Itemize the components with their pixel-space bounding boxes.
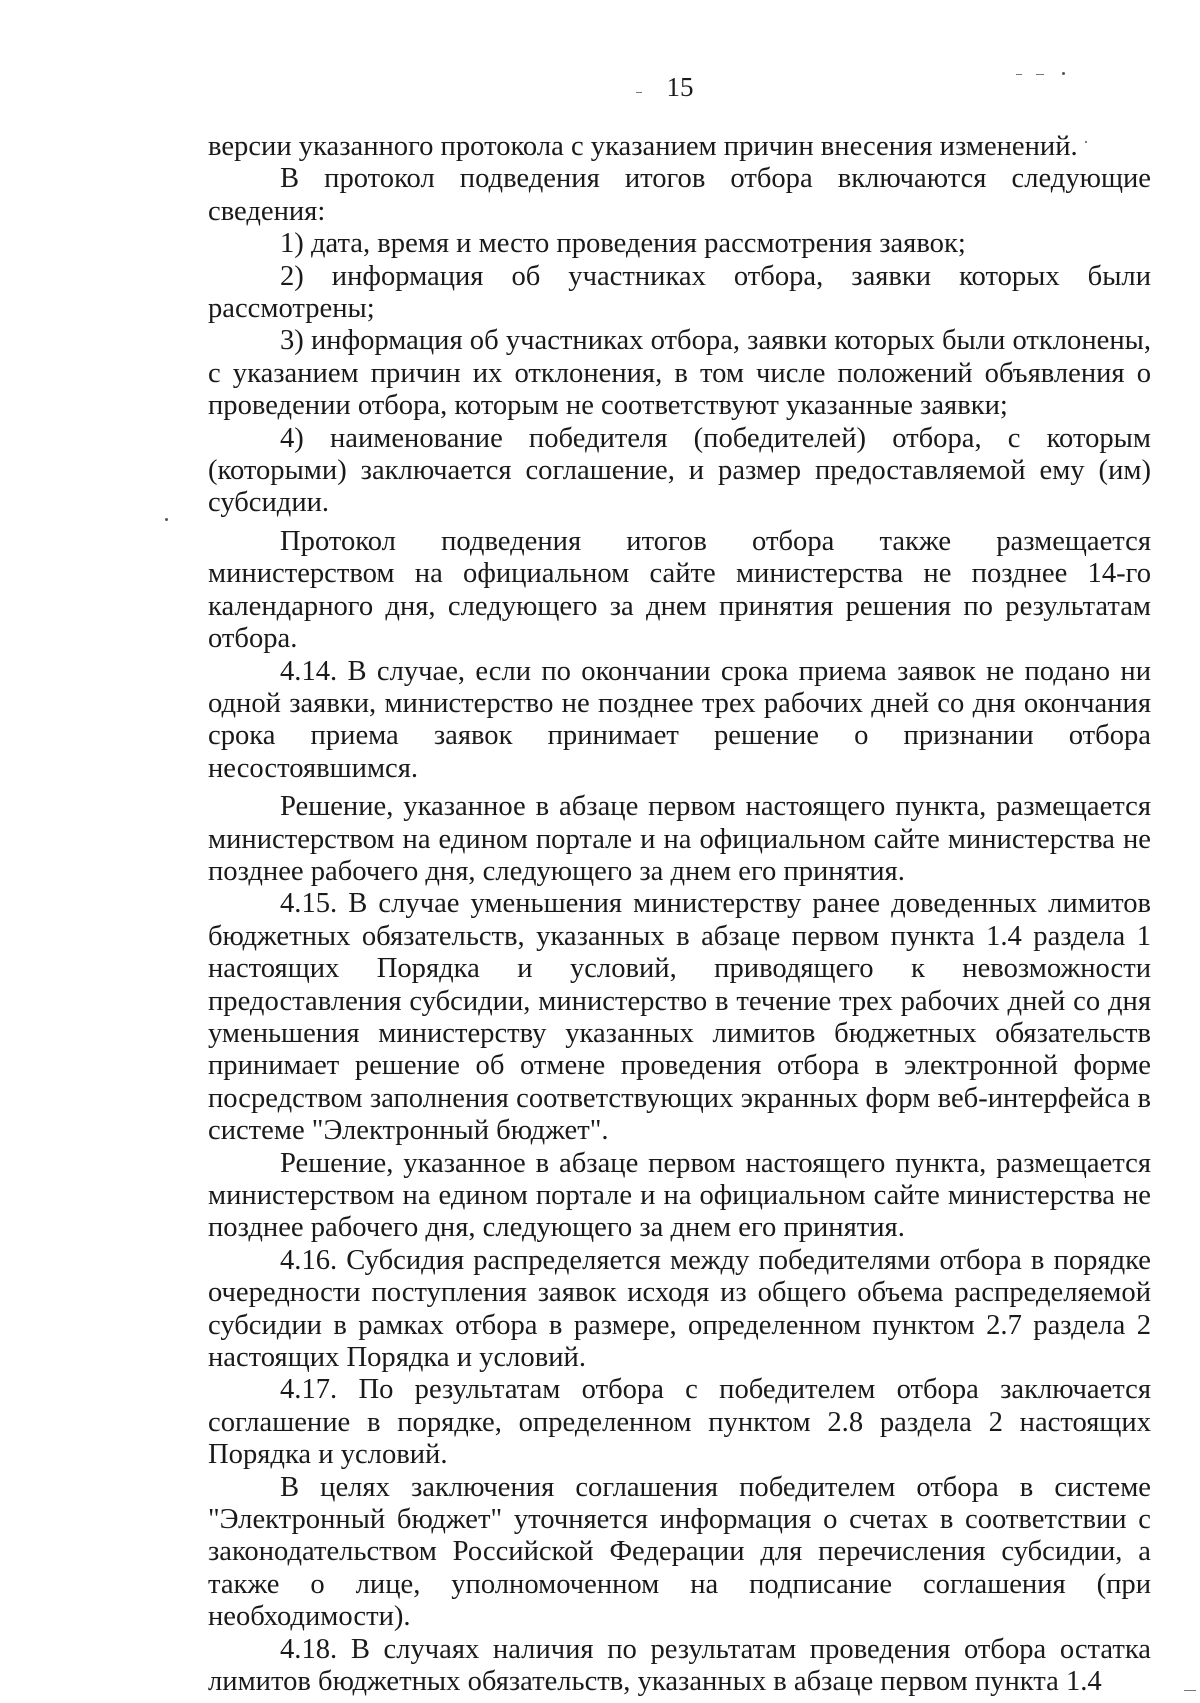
document-body bbox=[208, 131, 1151, 1699]
paragraph: В целях заключения соглашения победителем отбора в системе "Электронный бюджет" уточняется информация о счетах в соответствии с законодательством Российской Федерации для перечисления субсидии, а также о лице, уполномоченном на подписание соглашения (при необходимости). bbox=[208, 1471, 1151, 1633]
paragraph: версии указанного протокола с указанием причин внесения изменений. bbox=[208, 131, 1078, 162]
section-paragraph: 4.17. По результатам отбора с победителем отбора заключается соглашение в порядке, определенном пунктом 2.8 раздела 2 настоящих Порядка и условий. bbox=[208, 1374, 1151, 1471]
section-paragraph: 4.14. В случае, если по окончании срока приема заявок не подано ни одной заявки, министерство не позднее трех рабочих дней со дня окончания срока приема заявок принимает решение о признании отбора несостоявшимся. bbox=[208, 655, 1151, 784]
scan-mark bbox=[165, 518, 168, 521]
page-number: 15 bbox=[666, 72, 694, 102]
paragraph: Протокол подведения итогов отбора также размещается министерством на официальном сайте министерства не позднее 14-го календарного дня, следующего за днем принятия решения по результатам отбора. bbox=[208, 525, 1151, 655]
list-item: 1) дата, время и место проведения рассмотрения заявок; bbox=[280, 228, 966, 260]
scan-mark bbox=[1184, 1690, 1196, 1691]
section-paragraph: 4.15. В случае уменьшения министерству ранее доведенных лимитов бюджетных обязательств, указанных в абзаце первом пункта 1.4 раздела 1 настоящих Порядка и условий, приводящего к невозможности предоставления субсидии, министерство в течение трех рабочих дней со дня уменьшения министерству указанных лимитов бюджетных обязательств принимает решение об отмене проведения отбора в электронной форме посредством заполнения соответствующих экранных форм веб-интерфейса в системе "Электронный бюджет". bbox=[208, 888, 1151, 1147]
section-paragraph: 4.18. В случаях наличия по результатам проведения отбора остатка лимитов бюджетных обязательств, указанных в абзаце первом пункта 1.4 bbox=[208, 1633, 1151, 1698]
list-item: 3) информация об участниках отбора, заявки которых были отклонены, с указанием причин их отклонения, в том числе положений объявления о проведении отбора, которым не соответствуют указанные заявки; bbox=[208, 325, 1151, 422]
list-item: 2) информация об участниках отбора, заявки которых были рассмотрены; bbox=[208, 260, 1151, 325]
paragraph: Решение, указанное в абзаце первом настоящего пункта, размещается министерством на едином портале и на официальном сайте министерства не позднее рабочего дня, следующего за днем его принятия. bbox=[208, 791, 1151, 887]
paragraph: Решение, указанное в абзаце первом настоящего пункта, размещается министерством на едином портале и на официальном сайте министерства не позднее рабочего дня, следующего за днем его принятия. bbox=[208, 1147, 1151, 1244]
paragraph: В протокол подведения итогов отбора включаются следующие сведения: bbox=[208, 163, 1151, 227]
section-paragraph: 4.16. Субсидия распределяется между победителями отбора в порядке очередности поступления заявок исходя из общего объема распределяемой субсидии в рамках отбора в размере, определенном пунктом 2.7 раздела 2 настоящих Порядка и условий. bbox=[208, 1244, 1151, 1374]
list-item: 4) наименование победителя (победителей) отбора, с которым (которыми) заключается соглашение, и размер предоставляемой ему (им) субсидии. bbox=[208, 422, 1151, 519]
